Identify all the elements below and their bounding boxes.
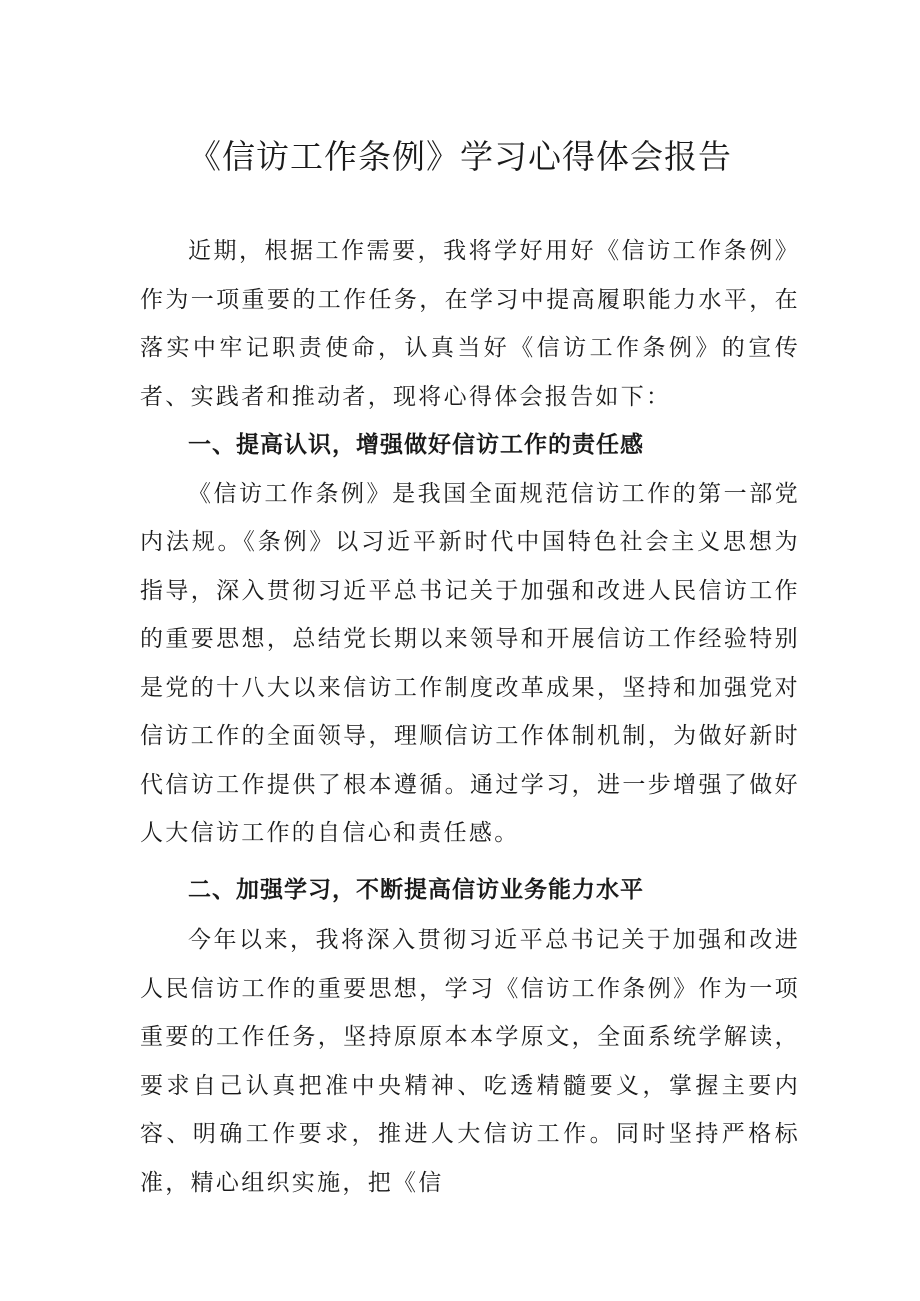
section-2-heading: 二、加强学习，不断提高信访业务能力水平 [188,876,644,903]
document-body [140,227,800,1207]
section-1-paragraph: 《信访工作条例》是我国全面规范信访工作的第一部党内法规。《条例》以习近平新时代中国特色社会主义思想为指导，深入贯彻习近平总书记关于加强和改进人民信访工作的重要思想，总结党长期以来领导和开展信访工作经验特别是党的十八大以来信访工作制度改革成果，坚持和加强党对信访工作的全面领导，理顺信访工作体制机制，为做好新时代信访工作提供了根本遵循。通过学习，进一步增强了做好人大信访工作的自信心和责任感。 [140,480,800,846]
document-title: 《信访工作条例》学习心得体会报告 [188,137,732,176]
intro-paragraph: 近期，根据工作需要，我将学好用好《信访工作条例》作为一项重要的工作任务，在学习中提高履职能力水平，在落实中牢记职责使命，认真当好《信访工作条例》的宣传者、实践者和推动者，现将心得体会报告如下： [140,238,800,410]
section-2-paragraph: 今年以来，我将深入贯彻习近平总书记关于加强和改进人民信访工作的重要思想，学习《信访工作条例》作为一项重要的工作任务，坚持原原本本学原文，全面系统学解读，要求自己认真把准中央精神、吃透精髓要义，掌握主要内容、明确工作要求，推进人大信访工作。同时坚持严格标准，精心组织实施，把《信 [140,927,800,1196]
section-1-heading: 一、提高认识，增强做好信访工作的责任感 [188,432,644,458]
